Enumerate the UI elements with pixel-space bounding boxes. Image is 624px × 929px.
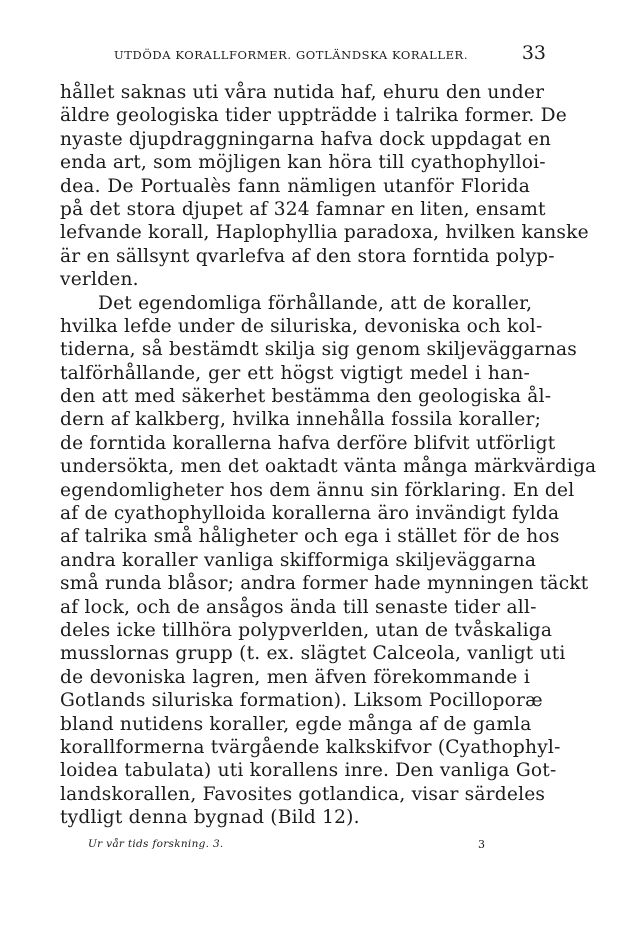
text-line: af talrika små håligheter och ega i stället för de hos — [60, 526, 560, 548]
text-line: egendomligheter hos dem ännu sin förklaring. En del — [60, 479, 575, 501]
text-line: bland nutidens koraller, egde många af de gamla — [60, 713, 532, 735]
text-line: deles icke tillhöra polypverlden, utan de tvåskaliga — [60, 619, 553, 641]
page-header — [88, 42, 548, 66]
text-line: loidea tabulata) uti korallens inre. Den vanliga Got- — [60, 760, 557, 782]
text-line: andra koraller vanliga skifformiga skiljeväggarna — [60, 549, 537, 571]
body-text — [60, 81, 597, 830]
text-line: lefvande korall, Haplophyllia paradoxa, hvilken kanske — [60, 222, 589, 244]
text-line: små runda blåsor; andra former hade mynningen täckt — [60, 573, 589, 595]
text-line: de devoniska lagren, men äfven förekommande i — [60, 666, 530, 688]
text-line: är en sällsynt qvarlefva af den stora forntida polyp- — [60, 245, 555, 267]
signature-mark: 3 — [478, 838, 485, 851]
text-line: Gotlands siluriska formation). Liksom Pocilloporæ — [60, 690, 543, 712]
text-line: landskorallen, Favosites gotlandica, visar särdeles — [60, 783, 546, 805]
text-line: äldre geologiska tider uppträdde i talrika former. De — [60, 105, 567, 127]
text-line: tiderna, så bestämdt skilja sig genom skiljeväggarnas — [60, 339, 577, 361]
text-line: af de cyathophylloida korallerna äro invändigt fylda — [60, 503, 560, 525]
text-line: de forntida korallerna hafva derföre blifvit utförligt — [60, 432, 556, 454]
paragraph-1 — [60, 81, 589, 292]
text-line: dern af kalkberg, hvilka innehålla fossila koraller; — [60, 409, 542, 431]
text-line: tydligt denna bygnad (Bild 12). — [60, 807, 360, 829]
text-line: verlden. — [60, 269, 139, 291]
footer-source: Ur vår tids forskning. 3. — [88, 838, 224, 850]
text-line: af lock, och de ansågos ända till senaste tider all- — [60, 596, 537, 618]
text-line: musslornas grupp (t. ex. slägtet Calceola, vanligt uti — [60, 643, 566, 665]
page-number: 33 — [521, 42, 546, 64]
text-line: på det stora djupet af 324 famnar en liten, ensamt — [60, 198, 546, 220]
text-line: undersökta, men det oaktadt vänta många märkvärdiga — [60, 456, 597, 478]
text-line: Det egendomliga förhållande, att de koraller, — [98, 292, 533, 314]
text-line: den att med säkerhet bestämma den geologiska ål- — [60, 386, 552, 408]
text-line: dea. De Portualès fann nämligen utanför Florida — [60, 175, 530, 197]
text-line: talförhållande, ger ett högst vigtigt medel i han- — [60, 362, 530, 384]
text-line: hållet saknas uti våra nutida haf, ehuru den under — [60, 82, 545, 103]
text-line: hvilka lefde under de siluriska, devoniska och kol- — [60, 315, 543, 337]
text-line: korallformerna tvärgående kalkskifvor (Cyathophyl- — [60, 736, 561, 758]
paragraph-2 — [60, 292, 597, 830]
page-footer — [60, 838, 530, 856]
text-line: enda art, som möjligen kan höra till cyathophylloi- — [60, 152, 546, 174]
text-line: nyaste djupdraggningarna hafva dock uppdagat en — [60, 128, 552, 150]
running-head: UTDÖDA KORALLFORMER. GOTLÄNDSKA KORALLER. — [114, 48, 469, 62]
